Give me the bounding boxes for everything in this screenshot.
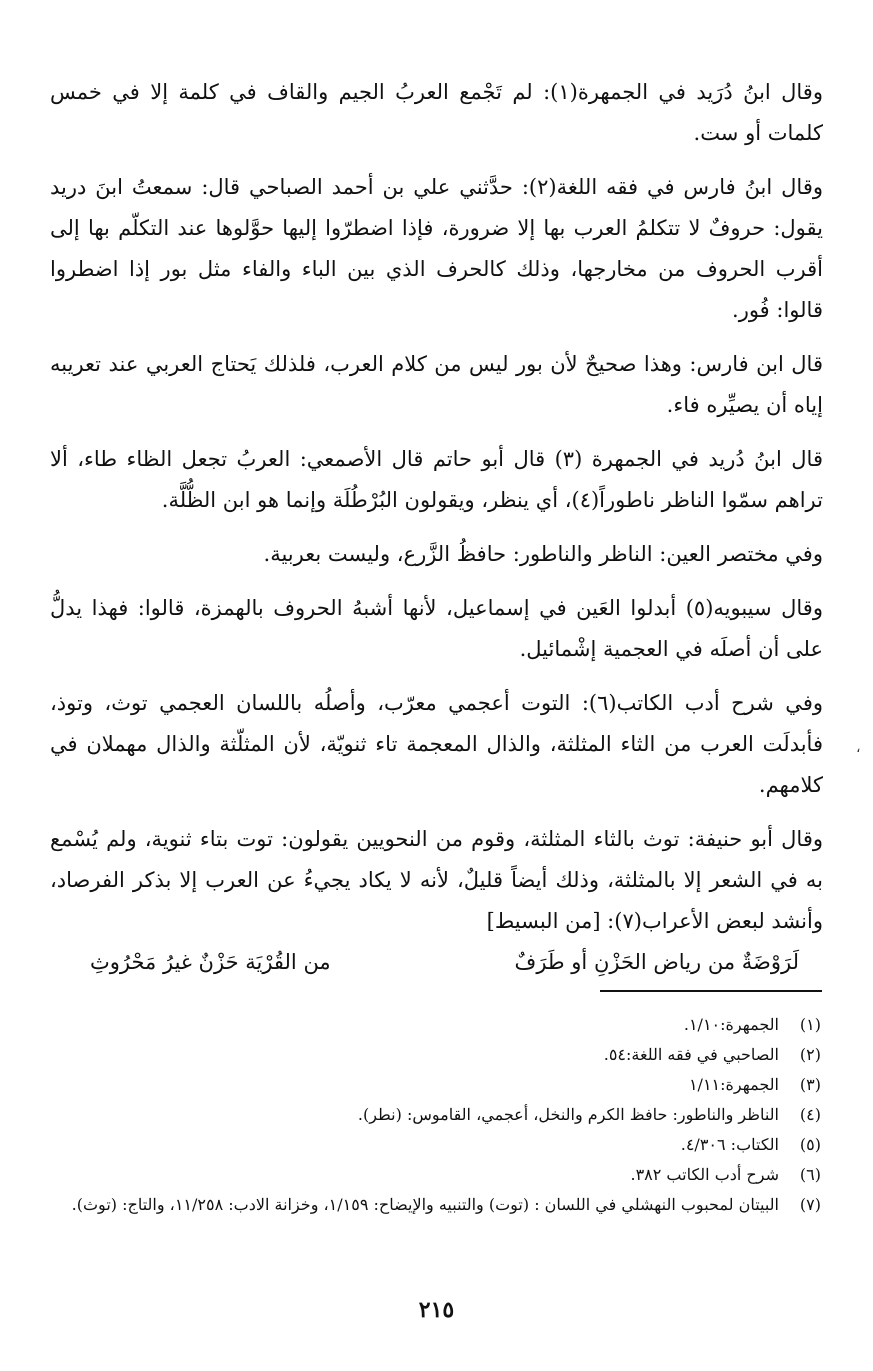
verse-first-hemistich: لَرَوْضَةٌ من رياض الحَزْنِ أو طَرَفٌ [514,950,799,974]
footnote-text: الناظر والناطور: حافظ الكرم والنخل، أعجمي، القاموس: (نطر). [357,1105,779,1124]
footnote [50,1010,821,1040]
paragraph: وفي مختصر العين: الناظر والناطور: حافظُ الزَّرع، وليست بعربية. [263,542,823,566]
paragraph: وقال سيبويه(٥) أبدلوا العَين في إسماعيل، لأنها أشبهُ الحروف بالهمزة، قالوا: فهذا يدلُّ على أن أصلَه في العجمية إشْمائيل. [50,596,823,661]
page-number: ٢١٥ [418,1297,455,1323]
main-text [50,72,823,982]
footnote [50,1130,821,1160]
footnote-text: الصاحبي في فقه اللغة:٥٤. [603,1045,779,1064]
footnote-number: (٥) [799,1135,821,1154]
poetry-verse [50,942,823,982]
footnote-text: الجمهرة:١/١٠. [683,1015,779,1034]
verse-second-hemistich: من القُرْيَة حَزْنٌ غيرُ مَحْرُوثِ [90,950,331,974]
paragraph: وفي شرح أدب الكاتب(٦): التوت أعجمي معرّب، وأصلُه باللسان العجمي توث، وتوذ، فأبدلَت العرب من الثاء المثلثة، والذال المعجمة تاء ثنويّة، لأن المثلّثة والذال مهملان في كلامهم. [50,691,823,797]
paragraph: وقال ابنُ دُرَيد في الجمهرة(١): لم تَجْمع العربُ الجيم والقاف في كلمة إلا في خمس كلمات أو ست. [50,80,823,145]
footnote-text: الكتاب: ٤/٣٠٦. [680,1135,779,1154]
footnote [50,1190,821,1220]
footnote [50,1070,821,1100]
footnote-number: (٣) [799,1075,821,1094]
paragraph: وقال أبو حنيفة: توث بالثاء المثلثة، وقوم من النحويين يقولون: توت بتاء ثنوية، ولم يُسْمع به في الشعر إلا بالمثلثة، وذلك أيضاً قليلٌ، لأنه لا يكاد يجيءُ عن العرب إلا بذكر الفرصاد، وأنشد لبعض الأعراب(٧): [من البسيط] [50,827,823,933]
footnote-separator [600,990,822,992]
footnote-text: البيتان لمحبوب النهشلي في اللسان : (توت) والتنبيه والإيضاح: ١/١٥٩، وخزانة الادب: ١١/٢٥٨، والتاج: (توث). [71,1195,779,1214]
paragraph: قال ابنُ دُريد في الجمهرة (٣) قال أبو حاتم قال الأصمعي: العربُ تجعل الظاء طاء، ألا تراهم سمّوا الناظر ناطوراً(٤)، أي ينظر، ويقولون البُرْطُلَة وإنما هو ابن الظُّلَّة. [50,447,823,512]
footnote [50,1040,821,1070]
footnote-text: الجمهرة:١/١١ [688,1075,779,1094]
footnote-text: شرح أدب الكاتب ٣٨٢. [630,1165,779,1184]
margin-mark: ، [856,740,861,756]
footnote-number: (٤) [799,1105,821,1124]
footnote [50,1160,821,1190]
paragraph: وقال ابنُ فارس في فقه اللغة(٢): حدَّثني علي بن أحمد الصباحي قال: سمعتُ ابنَ دريد يقول: حروفٌ لا تتكلمُ العرب بها إلا ضرورة، فإذا اضطرّوا إليها حوَّلوها عند التكلّم بها إلى أقرب الحروف من مخارجها، وذلك كالحرف الذي بين الباء والفاء مثل بور إذا اضطروا قالوا: فُور. [50,175,823,322]
footnotes [50,1010,821,1220]
footnote-number: (١) [799,1015,821,1034]
paragraph: قال ابن فارس: وهذا صحيحٌ لأن بور ليس من كلام العرب، فلذلك يَحتاج العربي عند تعريبه إياه أن يصيِّره فاء. [50,352,823,417]
footnote [50,1100,821,1130]
footnote-number: (٦) [799,1165,821,1184]
footnote-number: (٧) [799,1195,821,1214]
footnote-number: (٢) [799,1045,821,1064]
